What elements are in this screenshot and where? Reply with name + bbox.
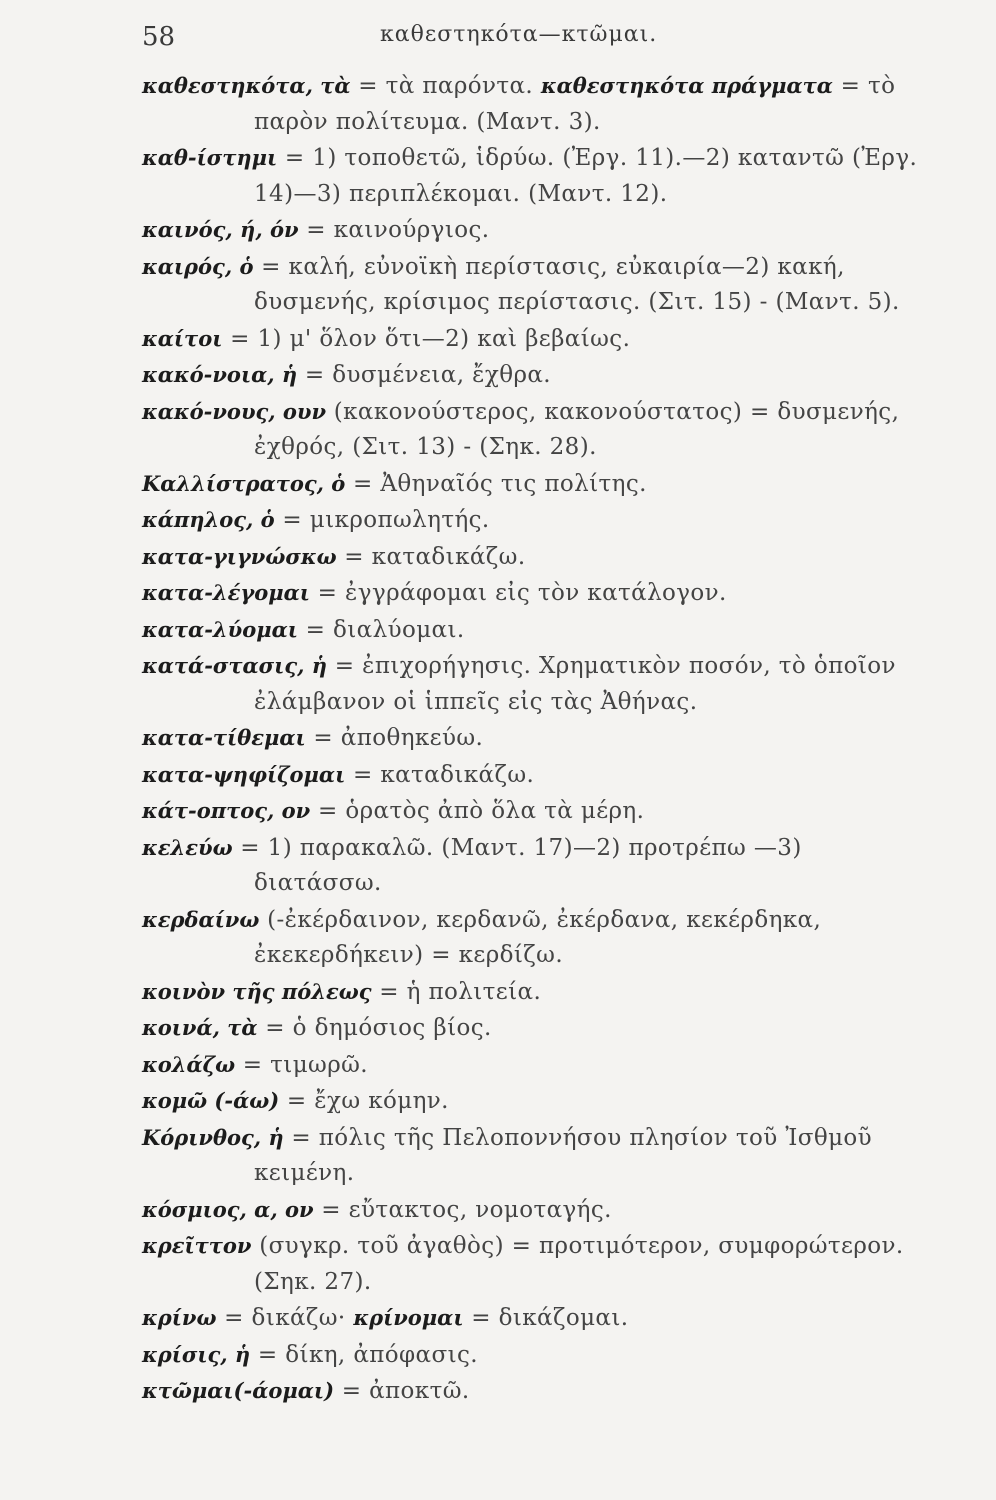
entry-definition: = τὸ παρὸν πολίτευμα. (Μαντ. 3). (254, 73, 896, 135)
glossary-entry (142, 140, 922, 212)
glossary-entry (142, 612, 922, 649)
entry-headword: κρίνομαι (353, 1305, 464, 1330)
glossary-entry (142, 575, 922, 612)
entry-definition: = εὔτακτος, νομοταγής. (313, 1196, 612, 1223)
glossary-entry (142, 68, 922, 140)
entry-headword: κομῶ (-άω) (142, 1088, 280, 1113)
entry-headword: κατά-στασις, ἡ (142, 653, 328, 678)
entry-definition: = πόλις τῆς Πελοποννήσου πλησίον τοῦ Ἰσθμοῦ κειμένη. (254, 1124, 873, 1186)
glossary-entry (142, 1192, 922, 1229)
glossary-entry (142, 648, 922, 720)
entry-definition: = καταδικάζω. (345, 761, 535, 788)
entry-headword: καινός, ή, όν (142, 217, 299, 242)
glossary-entry (142, 502, 922, 539)
entry-headword: κρίνω (142, 1305, 217, 1330)
entry-headword: κόσμιος, α, ον (142, 1196, 314, 1222)
glossary-entry (142, 974, 922, 1011)
entry-headword: κατα-ψηφίζομαι (142, 761, 346, 787)
entry-headword: Κόρινθος, ἡ (142, 1124, 284, 1150)
entry-definition: (κακονούστερος, κακονούστατος) = δυσμενής, ἐχθρός, (Σιτ. 13) - (Σηκ. 28). (254, 398, 900, 460)
entry-headword: κατα-λέγομαι (142, 580, 310, 605)
entry-definition: = ἐπιχορήγησις. Χρηματικὸν ποσόν, τὸ ὁποῖον ἐλάμβανον οἱ ἱππεῖς εἰς τὰς Ἀθήνας. (254, 653, 896, 715)
page-number: 58 (142, 22, 176, 52)
entry-headword: κατα-λύομαι (142, 616, 298, 642)
entry-headword: κοινὸν τῆς πόλεως (142, 978, 372, 1004)
entry-headword: κατα-γιγνώσκω (142, 543, 337, 569)
glossary-entry-list (142, 68, 922, 1410)
entry-definition: = δικάζω· (216, 1305, 354, 1331)
entry-definition: = μικροπωλητής. (274, 507, 490, 533)
glossary-entry (142, 1120, 922, 1192)
entry-definition: (συγκρ. τοῦ ἀγαθὸς) = προτιμότερον, συμφορώτερον. (Σηκ. 27). (251, 1233, 904, 1295)
glossary-entry (142, 1373, 922, 1410)
entry-definition: (-ἐκέρδαινον, κερδανῶ, ἐκέρδανα, κεκέρδηκα, ἐκεκερδήκειν) = κερδίζω. (254, 906, 822, 968)
entry-definition: = δίκη, ἀπόφασις. (250, 1341, 478, 1368)
entry-headword: κτῶμαι(-άομαι) (142, 1378, 335, 1403)
entry-definition: = ἔχω κόμην. (279, 1088, 449, 1114)
entry-definition: = καινούργιος. (298, 217, 490, 243)
entry-headword: κάτ-οπτος, ον (142, 798, 311, 823)
entry-headword: καθεστηκότα, τὰ (142, 73, 351, 98)
glossary-entry (142, 321, 922, 358)
glossary-entry (142, 830, 922, 902)
entry-definition: = τὰ παρόντα. (350, 73, 541, 99)
entry-definition: = Ἀθηναῖός τις πολίτης. (345, 470, 647, 497)
entry-headword: καίτοι (142, 325, 223, 351)
entry-headword: κακό-νοια, ἡ (142, 362, 298, 387)
entry-definition: = δικάζομαι. (463, 1305, 629, 1331)
entry-definition: = καταδικάζω. (336, 543, 526, 570)
glossary-entry (142, 1047, 922, 1084)
entry-headword: κοινά, τὰ (142, 1015, 258, 1040)
entry-definition: = διαλύομαι. (297, 616, 465, 643)
entry-headword: καθ-ίστημι (142, 145, 278, 170)
entry-definition: = ἀποθηκεύω. (305, 725, 484, 751)
glossary-entry (142, 394, 922, 466)
glossary-entry (142, 1337, 922, 1374)
glossary-entry (142, 793, 922, 830)
entry-headword: κελεύω (142, 834, 233, 860)
running-head: καθεστηκότα—κτῶμαι. (380, 22, 658, 47)
entry-definition: = ὁ δημόσιος βίος. (257, 1015, 492, 1041)
glossary-entry (142, 212, 922, 249)
entry-headword: κερδαίνω (142, 906, 260, 932)
glossary-entry (142, 466, 922, 503)
entry-headword: κατα-τίθεμαι (142, 725, 306, 750)
entry-headword: καθεστηκότα πράγματα (540, 73, 833, 98)
entry-headword: κρίσις, ἡ (142, 1341, 251, 1367)
entry-headword: κάπηλος, ὁ (142, 507, 275, 532)
entry-definition: = 1) τοποθετῶ, ἱδρύω. (Ἐργ. 11).—2) καταντῶ (Ἐργ. 14)—3) περιπλέκομαι. (Μαντ. 12). (254, 145, 918, 207)
entry-definition: = 1) μ' ὅλον ὅτι—2) καὶ βεβαίως. (222, 325, 631, 352)
entry-definition: = ἐγγράφομαι εἰς τὸν κατάλογον. (309, 580, 727, 606)
entry-headword: Καλλίστρατος, ὁ (142, 470, 346, 496)
entry-definition: = τιμωρῶ. (235, 1051, 369, 1078)
glossary-entry (142, 357, 922, 394)
entry-definition: = καλή, εὐνοϊκὴ περίστασις, εὐκαιρία—2) κακή, δυσμενής, κρίσιμος περίστασις. (Σιτ. 15) - (Μαντ. 5). (253, 253, 900, 315)
entry-headword: κολάζω (142, 1051, 236, 1077)
entry-definition: = δυσμένεια, ἔχθρα. (297, 362, 552, 388)
glossary-entry (142, 1228, 922, 1300)
entry-definition: = ἡ πολιτεία. (371, 978, 542, 1005)
entry-headword: κακό-νους, ουν (142, 398, 327, 424)
glossary-entry (142, 757, 922, 794)
glossary-entry (142, 1010, 922, 1047)
glossary-entry (142, 902, 922, 974)
entry-definition: = ὁρατὸς ἀπὸ ὅλα τὰ μέρη. (310, 798, 645, 824)
entry-definition: = ἀποκτῶ. (334, 1378, 470, 1404)
entry-headword: κρεῖττον (142, 1233, 252, 1258)
glossary-entry (142, 1300, 922, 1337)
glossary-entry (142, 720, 922, 757)
entry-definition: = 1) παρακαλῶ. (Μαντ. 17)—2) προτρέπω —3) διατάσσω. (232, 834, 802, 896)
glossary-entry (142, 1083, 922, 1120)
glossary-entry (142, 249, 922, 321)
entry-headword: καιρός, ὁ (142, 253, 254, 279)
glossary-entry (142, 539, 922, 576)
